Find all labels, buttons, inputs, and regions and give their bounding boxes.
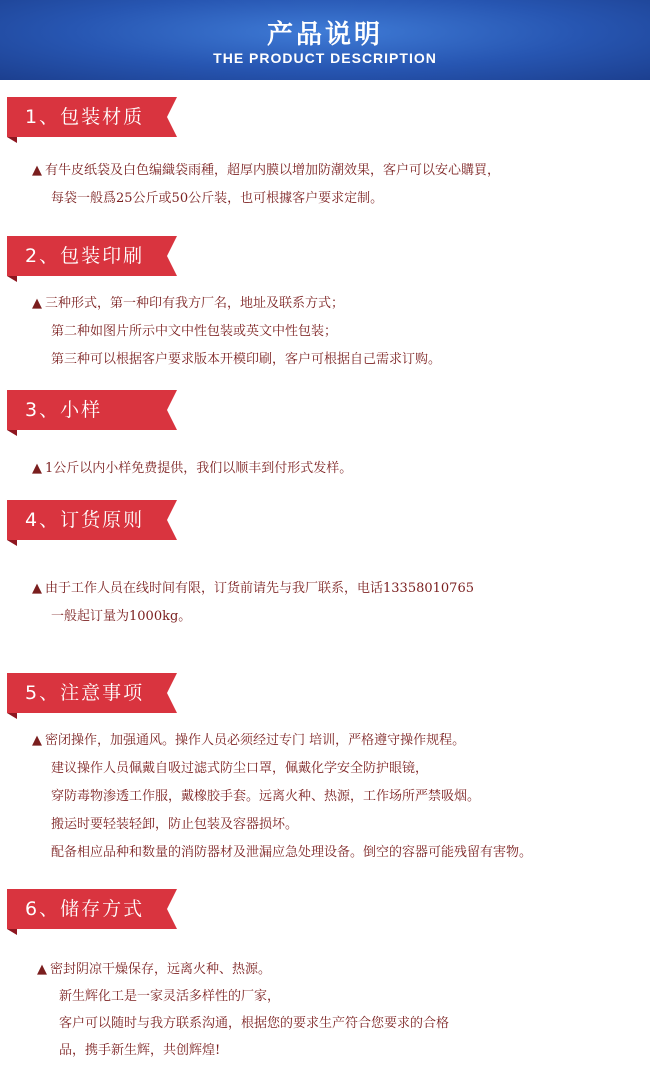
section-body-storage xyxy=(37,956,449,1064)
text-line: 搬运时要轻装轻卸，防止包装及容器损坏。 xyxy=(51,817,299,832)
triangle-bullet-icon: ▲ xyxy=(37,962,47,977)
bullet-line: ▲ 有牛皮纸袋及白色编織袋雨種，超厚内膜以增加防潮效果，客户可以安心購買， xyxy=(32,163,501,178)
bullet-line: ▲ 密闭操作，加强通风。操作人员必须经过专门 培训，严格遵守操作规程。 xyxy=(32,733,466,748)
bullet-line: ▲ 由于工作人员在线时间有限，订货前请先与我厂联系，电话13358010765 xyxy=(32,581,474,596)
header-title-cn: 产品说明 xyxy=(266,20,383,50)
section-body-packaging-material xyxy=(32,157,500,213)
triangle-bullet-icon: ▲ xyxy=(32,296,42,311)
section-banner-ordering xyxy=(7,500,177,546)
text-line: 第二种如图片所示中文中性包装或英文中性包装； xyxy=(51,324,338,339)
triangle-bullet-icon: ▲ xyxy=(32,461,42,476)
triangle-bullet-icon: ▲ xyxy=(32,733,42,748)
bullet-line: ▲ 密封阴凉干燥保存，远离火种、热源。 xyxy=(37,962,272,977)
text-line: 每袋一般爲25公斤或50公斤装，也可根據客户要求定制。 xyxy=(51,191,384,206)
section-body-sample xyxy=(32,455,352,483)
section-banner-storage xyxy=(7,889,177,935)
text-line: 客户可以随时与我方联系沟通，根据您的要求生产符合您要求的合格 xyxy=(59,1016,450,1031)
text-line: 新生辉化工是一家灵活多样性的厂家， xyxy=(59,989,281,1004)
header-title-en: THE PRODUCT DESCRIPTION xyxy=(213,50,437,66)
section-title: 3、小样 xyxy=(25,399,103,421)
page-header xyxy=(0,0,650,80)
text-line: 建议操作人员佩戴自吸过滤式防尘口罩，佩戴化学安全防护眼镜， xyxy=(51,761,429,776)
section-banner-precautions xyxy=(7,673,177,719)
section-title: 6、储存方式 xyxy=(25,898,145,920)
section-banner-packaging-print xyxy=(7,236,177,282)
section-title: 1、包装材质 xyxy=(25,106,145,128)
section-banner-packaging-material xyxy=(7,97,177,143)
text-line: 一般起订量为1000kg。 xyxy=(51,609,192,624)
section-title: 5、注意事项 xyxy=(25,682,145,704)
section-body-ordering xyxy=(32,575,474,631)
section-body-packaging-print xyxy=(32,290,441,374)
text-line: 配备相应品种和数量的消防器材及泄漏应急处理设备。倒空的容器可能残留有害物。 xyxy=(51,845,533,860)
triangle-bullet-icon: ▲ xyxy=(32,581,42,596)
bullet-line: ▲ 三种形式，第一种印有我方厂名，地址及联系方式； xyxy=(32,296,345,311)
triangle-bullet-icon: ▲ xyxy=(32,163,42,178)
text-line: 第三种可以根据客户要求版本开模印刷，客户可根据自己需求订购。 xyxy=(51,352,442,367)
section-banner-sample xyxy=(7,390,177,436)
section-title: 2、包装印刷 xyxy=(25,245,145,267)
text-line: 穿防毒物渗透工作服，戴橡胶手套。远离火种、热源，工作场所严禁吸烟。 xyxy=(51,789,481,804)
bullet-line: ▲ 1公斤以内小样免费提供，我们以顺丰到付形式发样。 xyxy=(32,461,353,476)
section-title: 4、订货原则 xyxy=(25,509,145,531)
section-body-precautions xyxy=(32,727,532,867)
text-line: 品，携手新生辉，共创辉煌! xyxy=(59,1043,221,1058)
